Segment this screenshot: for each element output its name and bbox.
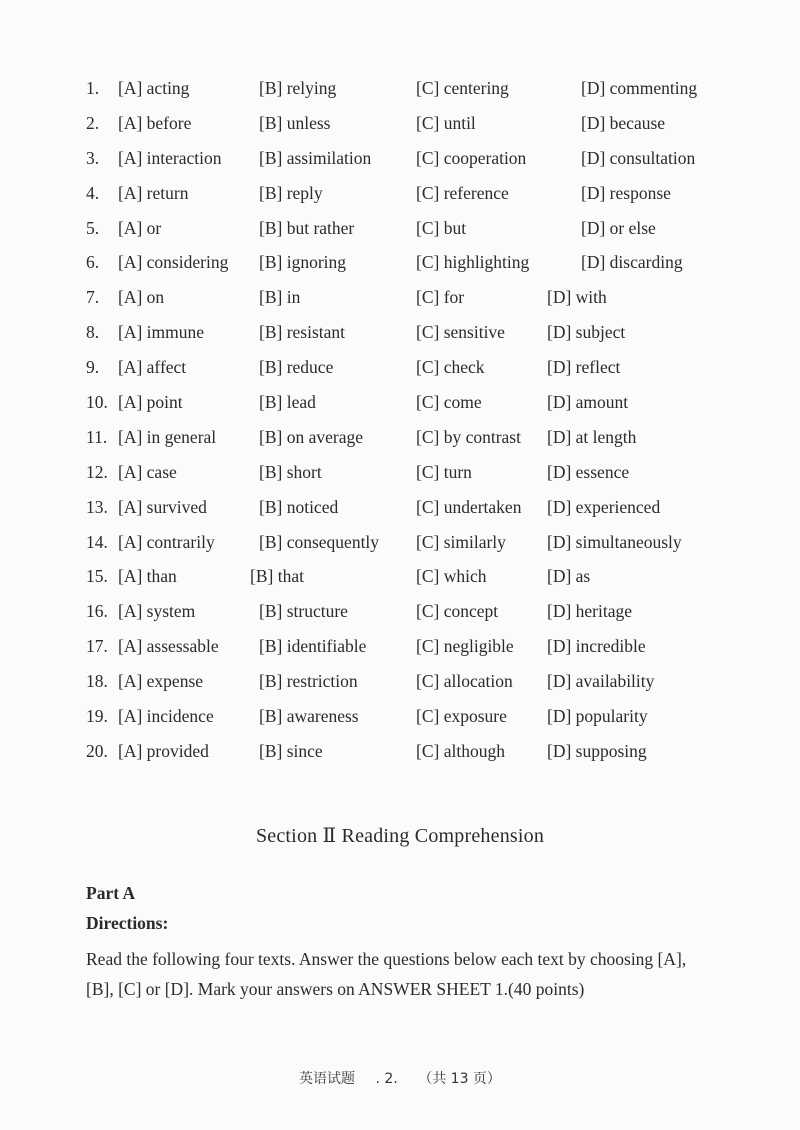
option-b: [B] that — [250, 566, 304, 587]
option-c: [C] centering — [416, 78, 509, 98]
question-number: 14. — [86, 531, 108, 552]
question-row — [0, 562, 800, 597]
question-row — [0, 667, 800, 702]
question-row — [0, 318, 800, 353]
directions-line: Read the following four texts. Answer the questions below each text by choosing [A], — [86, 949, 687, 969]
question-row — [0, 597, 800, 632]
option-a: [A] assessable — [118, 636, 219, 657]
option-a: [A] incidence — [118, 706, 214, 727]
option-d: [D] at length — [547, 426, 637, 447]
question-number: 18. — [86, 671, 108, 692]
option-b: [B] resistant — [259, 322, 346, 343]
option-b: [B] assimilation — [259, 147, 372, 168]
footer-total-pages: （共 13 页） — [418, 1071, 501, 1087]
question-row — [0, 214, 800, 249]
option-c: [C] although — [416, 740, 505, 761]
question-row — [0, 388, 800, 423]
question-row — [0, 458, 800, 493]
option-b: [B] structure — [259, 601, 348, 622]
question-number: 15. — [86, 566, 108, 587]
option-c: [C] which — [416, 566, 487, 587]
option-c: [C] exposure — [416, 706, 507, 727]
question-number: 6. — [86, 252, 100, 273]
question-number: 17. — [86, 636, 108, 657]
option-b: [B] on average — [259, 426, 363, 447]
option-a: [A] expense — [118, 671, 204, 692]
option-c: [C] concept — [416, 601, 499, 622]
option-d: [D] subject — [547, 322, 626, 343]
option-c: [C] reference — [416, 182, 509, 203]
option-d: [D] commenting — [581, 78, 698, 98]
option-d: [D] discarding — [581, 252, 683, 273]
option-a: [A] immune — [118, 322, 205, 343]
option-c: [C] but — [416, 217, 467, 238]
option-d: [D] essence — [547, 461, 630, 482]
option-d: [D] popularity — [547, 706, 648, 727]
option-d: [D] experienced — [547, 496, 661, 517]
question-number: 1. — [86, 78, 100, 98]
option-c: [C] for — [416, 287, 465, 308]
question-row — [0, 737, 800, 772]
question-number: 16. — [86, 601, 108, 622]
question-row — [0, 702, 800, 737]
option-d: [D] incredible — [547, 636, 646, 657]
option-a: [A] or — [118, 217, 162, 238]
question-number: 12. — [86, 461, 108, 482]
directions-title: Directions: — [86, 913, 169, 933]
option-a: [A] on — [118, 287, 165, 308]
question-row — [0, 493, 800, 528]
question-row — [0, 74, 800, 109]
option-a: [A] provided — [118, 740, 209, 761]
question-number: 7. — [86, 287, 100, 308]
option-d: [D] reflect — [547, 357, 621, 378]
option-d: [D] as — [547, 566, 591, 587]
question-number: 2. — [86, 112, 100, 133]
question-row — [0, 144, 800, 179]
question-number: 3. — [86, 147, 100, 168]
option-b: [B] ignoring — [259, 252, 347, 273]
option-a: [A] acting — [118, 78, 190, 98]
option-c: [C] similarly — [416, 531, 506, 552]
option-a: [A] before — [118, 112, 192, 133]
option-a: [A] survived — [118, 496, 207, 517]
option-a: [A] than — [118, 566, 177, 587]
question-number: 13. — [86, 496, 108, 517]
option-b: [B] noticed — [259, 496, 339, 517]
part-title: Part A — [86, 883, 136, 903]
option-c: [C] cooperation — [416, 147, 527, 168]
question-number: 5. — [86, 217, 100, 238]
option-b: [B] identifiable — [259, 636, 367, 657]
option-b: [B] short — [259, 461, 322, 482]
option-d: [D] because — [581, 112, 666, 133]
option-a: [A] return — [118, 182, 189, 203]
option-d: [D] availability — [547, 671, 655, 692]
option-c: [C] highlighting — [416, 252, 530, 273]
question-row — [0, 632, 800, 667]
question-row — [0, 528, 800, 563]
page-footer — [0, 1068, 800, 1088]
option-a: [A] affect — [118, 357, 187, 378]
question-number: 4. — [86, 182, 100, 203]
option-c: [C] turn — [416, 461, 472, 482]
question-list — [0, 74, 800, 772]
footer-subject: 英语试题 — [299, 1071, 356, 1087]
option-a: [A] in general — [118, 426, 217, 447]
question-number: 8. — [86, 322, 100, 343]
option-b: [B] reduce — [259, 357, 334, 378]
option-d: [D] with — [547, 287, 607, 308]
option-d: [D] consultation — [581, 147, 696, 168]
section-title: Section Ⅱ Reading Comprehension — [255, 825, 545, 847]
option-c: [C] come — [416, 392, 482, 413]
option-c: [C] until — [416, 112, 476, 133]
option-c: [C] negligible — [416, 636, 514, 657]
option-c: [C] sensitive — [416, 322, 505, 343]
directions-line: [B], [C] or [D]. Mark your answers on ANSWER SHEET 1.(40 points) — [86, 979, 585, 999]
question-number: 9. — [86, 357, 100, 378]
option-d: [D] heritage — [547, 601, 633, 622]
option-b: [B] since — [259, 740, 323, 761]
option-a: [A] interaction — [118, 147, 222, 168]
option-d: [D] simultaneously — [547, 531, 682, 552]
option-a: [A] considering — [118, 252, 229, 273]
question-number: 10. — [86, 392, 108, 413]
question-row — [0, 248, 800, 283]
option-a: [A] system — [118, 601, 196, 622]
question-number: 11. — [86, 426, 108, 447]
question-row — [0, 283, 800, 318]
question-row — [0, 109, 800, 144]
option-b: [B] in — [259, 287, 301, 308]
option-c: [C] check — [416, 357, 485, 378]
option-d: [D] amount — [547, 392, 629, 413]
question-row — [0, 353, 800, 388]
option-b: [B] reply — [259, 182, 323, 203]
footer-page-number: . 2. — [375, 1071, 398, 1087]
option-d: [D] or else — [581, 217, 656, 238]
question-row — [0, 423, 800, 458]
option-a: [A] point — [118, 392, 183, 413]
option-b: [B] consequently — [259, 531, 380, 552]
question-number: 20. — [86, 740, 108, 761]
option-c: [C] allocation — [416, 671, 513, 692]
question-number: 19. — [86, 706, 108, 727]
option-b: [B] restriction — [259, 671, 358, 692]
question-row — [0, 179, 800, 214]
option-a: [A] contrarily — [118, 531, 215, 552]
option-c: [C] by contrast — [416, 426, 521, 447]
option-d: [D] supposing — [547, 740, 647, 761]
option-b: [B] unless — [259, 112, 331, 133]
option-b: [B] awareness — [259, 706, 359, 727]
option-b: [B] but rather — [259, 217, 355, 238]
option-b: [B] lead — [259, 392, 316, 413]
option-c: [C] undertaken — [416, 496, 522, 517]
option-d: [D] response — [581, 182, 671, 203]
directions-text — [86, 944, 726, 1004]
option-a: [A] case — [118, 461, 177, 482]
option-b: [B] relying — [259, 78, 337, 98]
